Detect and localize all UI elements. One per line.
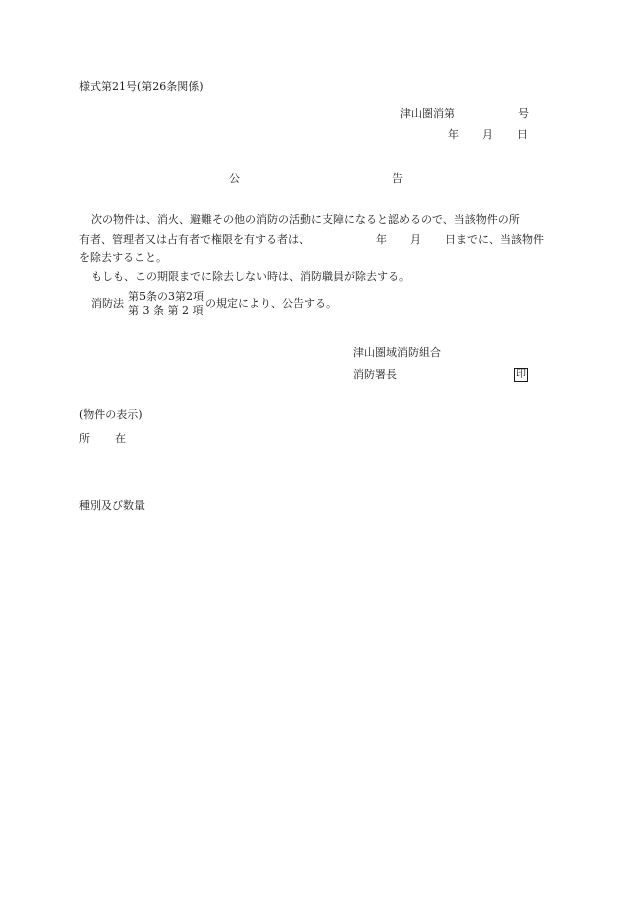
form-number: 様式第21号(第26条関係): [79, 80, 204, 93]
doc-number-suffix: 号: [518, 107, 529, 120]
law-name: 消防法: [91, 297, 124, 310]
body-line-2b: 日までに、当該物件: [445, 233, 544, 246]
property-type-quantity: 種別及び数量: [79, 499, 145, 512]
date-day: 日: [517, 128, 528, 141]
issuer-organization: 津山圏域消防組合: [353, 346, 441, 359]
property-location-b: 在: [115, 432, 126, 445]
body-line-2-month: 月: [410, 233, 421, 246]
date-year: 年: [448, 128, 459, 141]
title-left: 公: [229, 172, 240, 185]
seal-mark: 印: [516, 369, 526, 380]
property-location-a: 所: [79, 432, 90, 445]
law-suffix: の規定により、公告する。: [205, 297, 337, 310]
issuer-title: 消防署長: [353, 368, 397, 381]
body-line-1: 次の物件は、消火、避難その他の消防の活動に支障になると認めるので、当該物件の所: [91, 213, 520, 226]
article-bottom: 第 3 条 第 2 項: [128, 304, 204, 317]
body-line-3: を除去すること。: [79, 251, 167, 264]
article-top: 第5条の3第2項: [128, 290, 204, 303]
body-line-2-year: 年: [376, 233, 387, 246]
title-right: 告: [392, 172, 403, 185]
date-month: 月: [482, 128, 493, 141]
property-heading: (物件の表示): [79, 408, 143, 421]
doc-number-prefix: 津山圏消第: [400, 107, 455, 120]
body-line-2a: 有者、管理者又は占有者で権限を有する者は、: [79, 233, 310, 246]
body-line-4: もしも、この期限までに除去しない時は、消防職員が除去する。: [91, 270, 410, 283]
